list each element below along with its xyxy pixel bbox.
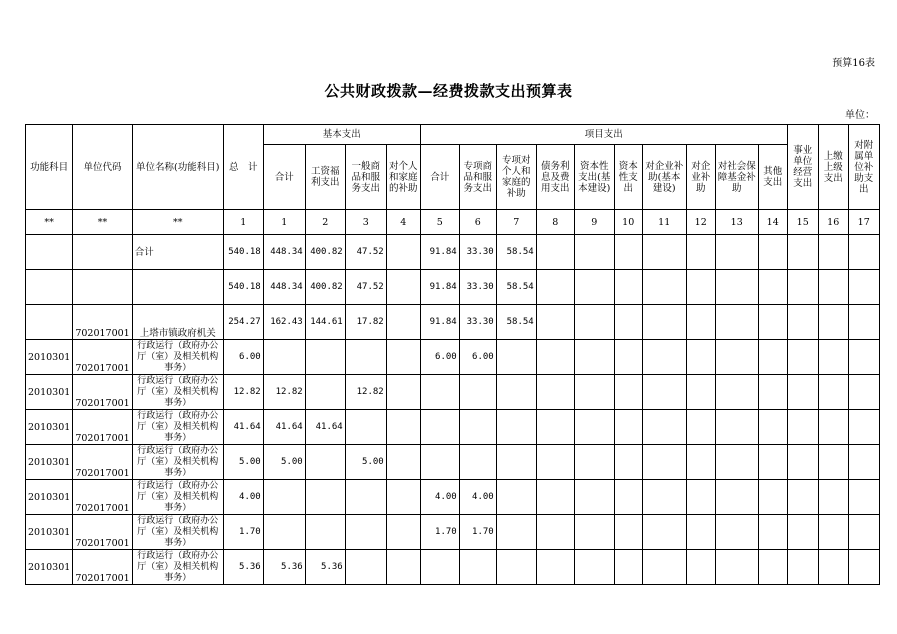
unit-code-cell: 702017001 bbox=[73, 340, 132, 375]
special-personal-cell: 58.54 bbox=[496, 270, 536, 305]
header-wage: 工资福利支出 bbox=[305, 145, 345, 210]
empty-cell bbox=[787, 515, 818, 550]
total-cell: 5.00 bbox=[223, 445, 263, 480]
empty-cell bbox=[715, 550, 758, 585]
goods-cell: 12.82 bbox=[345, 375, 386, 410]
goods-cell bbox=[345, 515, 386, 550]
empty-cell bbox=[642, 305, 686, 340]
index-cell: 15 bbox=[787, 210, 818, 235]
header-proj-sum: 合计 bbox=[420, 145, 459, 210]
unit-code-cell: 702017001 bbox=[73, 480, 132, 515]
func-code-cell: 2010301 bbox=[26, 410, 73, 445]
special-goods-cell bbox=[459, 550, 496, 585]
empty-cell bbox=[642, 340, 686, 375]
empty-cell bbox=[818, 445, 848, 480]
goods-cell: 47.52 bbox=[345, 270, 386, 305]
unit-name-cell: 行政运行（政府办公厅（室）及相关机构事务） bbox=[132, 375, 223, 410]
unit-label: 单位： bbox=[845, 110, 875, 121]
empty-cell bbox=[686, 235, 715, 270]
empty-cell bbox=[574, 445, 614, 480]
table-row bbox=[26, 235, 880, 270]
wage-cell: 41.64 bbox=[305, 410, 345, 445]
personal-cell bbox=[386, 550, 420, 585]
empty-cell bbox=[536, 305, 574, 340]
total-cell: 5.36 bbox=[223, 550, 263, 585]
special-goods-cell bbox=[459, 375, 496, 410]
empty-cell bbox=[715, 270, 758, 305]
empty-cell bbox=[758, 410, 787, 445]
table-row bbox=[26, 305, 880, 340]
empty-cell bbox=[536, 550, 574, 585]
unit-code-cell: 702017001 bbox=[73, 515, 132, 550]
header-enterprise: 对企业补助 bbox=[686, 145, 715, 210]
proj-sum-cell: 91.84 bbox=[420, 235, 459, 270]
table-number: 预算16表 bbox=[832, 58, 875, 69]
func-code-cell bbox=[26, 235, 73, 270]
header-project-group: 项目支出 bbox=[420, 125, 787, 145]
header-capital-basic: 资本性支出(基本建设) bbox=[574, 145, 614, 210]
index-cell: 16 bbox=[818, 210, 848, 235]
basic-sum-cell: 12.82 bbox=[263, 375, 305, 410]
empty-cell bbox=[642, 480, 686, 515]
special-personal-cell bbox=[496, 445, 536, 480]
unit-code-cell: 702017001 bbox=[73, 445, 132, 480]
index-cell: 10 bbox=[614, 210, 642, 235]
empty-cell bbox=[686, 410, 715, 445]
empty-cell bbox=[758, 235, 787, 270]
empty-cell bbox=[642, 235, 686, 270]
func-code-cell: 2010301 bbox=[26, 375, 73, 410]
empty-cell bbox=[758, 375, 787, 410]
empty-cell bbox=[686, 340, 715, 375]
header-enterprise-basic: 对企业补助(基本建设) bbox=[642, 145, 686, 210]
empty-cell bbox=[642, 410, 686, 445]
empty-cell bbox=[818, 270, 848, 305]
header-basic-sum: 合计 bbox=[263, 145, 305, 210]
special-personal-cell bbox=[496, 480, 536, 515]
special-goods-cell: 1.70 bbox=[459, 515, 496, 550]
index-cell: ** bbox=[26, 210, 73, 235]
special-personal-cell bbox=[496, 410, 536, 445]
basic-sum-cell: 5.36 bbox=[263, 550, 305, 585]
personal-cell bbox=[386, 375, 420, 410]
empty-cell bbox=[614, 375, 642, 410]
empty-cell bbox=[848, 270, 879, 305]
total-cell: 540.18 bbox=[223, 270, 263, 305]
empty-cell bbox=[614, 305, 642, 340]
goods-cell: 47.52 bbox=[345, 235, 386, 270]
unit-code-cell: 702017001 bbox=[73, 305, 132, 340]
empty-cell bbox=[848, 550, 879, 585]
empty-cell bbox=[536, 410, 574, 445]
header-personal: 对个人和家庭的补助 bbox=[386, 145, 420, 210]
empty-cell bbox=[818, 375, 848, 410]
table-row bbox=[26, 340, 880, 375]
header-total: 总 计 bbox=[223, 125, 263, 210]
unit-name-cell: 行政运行（政府办公厅（室）及相关机构事务） bbox=[132, 410, 223, 445]
table-row bbox=[26, 515, 880, 550]
empty-cell bbox=[686, 305, 715, 340]
header-func-code: 功能科目 bbox=[26, 125, 73, 210]
total-cell: 12.82 bbox=[223, 375, 263, 410]
header-capital: 资本性支出 bbox=[614, 145, 642, 210]
empty-cell bbox=[787, 445, 818, 480]
index-cell: 3 bbox=[345, 210, 386, 235]
empty-cell bbox=[758, 340, 787, 375]
unit-code-cell bbox=[73, 270, 132, 305]
special-goods-cell: 33.30 bbox=[459, 270, 496, 305]
empty-cell bbox=[686, 270, 715, 305]
unit-name-cell: 行政运行（政府办公厅（室）及相关机构事务） bbox=[132, 480, 223, 515]
table-row bbox=[26, 410, 880, 445]
empty-cell bbox=[787, 480, 818, 515]
func-code-cell: 2010301 bbox=[26, 445, 73, 480]
wage-cell bbox=[305, 445, 345, 480]
wage-cell bbox=[305, 515, 345, 550]
special-personal-cell bbox=[496, 340, 536, 375]
empty-cell bbox=[642, 270, 686, 305]
wage-cell bbox=[305, 375, 345, 410]
empty-cell bbox=[818, 550, 848, 585]
personal-cell bbox=[386, 515, 420, 550]
table-body bbox=[26, 210, 880, 585]
unit-code-cell: 702017001 bbox=[73, 375, 132, 410]
wage-cell: 5.36 bbox=[305, 550, 345, 585]
empty-cell bbox=[574, 375, 614, 410]
special-goods-cell: 6.00 bbox=[459, 340, 496, 375]
header-unit-name: 单位名称(功能科目) bbox=[132, 125, 223, 210]
empty-cell bbox=[758, 305, 787, 340]
header-goods: 一般商品和服务支出 bbox=[345, 145, 386, 210]
wage-cell: 144.61 bbox=[305, 305, 345, 340]
basic-sum-cell: 448.34 bbox=[263, 270, 305, 305]
index-cell: 14 bbox=[758, 210, 787, 235]
special-personal-cell: 58.54 bbox=[496, 235, 536, 270]
goods-cell bbox=[345, 410, 386, 445]
empty-cell bbox=[848, 375, 879, 410]
empty-cell bbox=[642, 445, 686, 480]
empty-cell bbox=[614, 410, 642, 445]
personal-cell bbox=[386, 340, 420, 375]
total-cell: 254.27 bbox=[223, 305, 263, 340]
special-goods-cell: 4.00 bbox=[459, 480, 496, 515]
empty-cell bbox=[715, 480, 758, 515]
personal-cell bbox=[386, 235, 420, 270]
table-row bbox=[26, 270, 880, 305]
func-code-cell bbox=[26, 305, 73, 340]
total-cell: 1.70 bbox=[223, 515, 263, 550]
header-special-personal: 专项对个人和家庭的补助 bbox=[496, 145, 536, 210]
wage-cell: 400.82 bbox=[305, 235, 345, 270]
empty-cell bbox=[686, 445, 715, 480]
goods-cell bbox=[345, 340, 386, 375]
wage-cell bbox=[305, 480, 345, 515]
budget-table bbox=[25, 124, 880, 585]
unit-name-cell: 合计 bbox=[132, 235, 223, 270]
empty-cell bbox=[614, 235, 642, 270]
basic-sum-cell bbox=[263, 515, 305, 550]
unit-name-cell: 行政运行（政府办公厅（室）及相关机构事务） bbox=[132, 340, 223, 375]
index-cell: 8 bbox=[536, 210, 574, 235]
empty-cell bbox=[758, 270, 787, 305]
empty-cell bbox=[536, 340, 574, 375]
empty-cell bbox=[848, 305, 879, 340]
personal-cell bbox=[386, 270, 420, 305]
empty-cell bbox=[614, 480, 642, 515]
goods-cell: 17.82 bbox=[345, 305, 386, 340]
special-goods-cell bbox=[459, 410, 496, 445]
header-social: 对社会保障基金补助 bbox=[715, 145, 758, 210]
total-cell: 4.00 bbox=[223, 480, 263, 515]
wage-cell: 400.82 bbox=[305, 270, 345, 305]
empty-cell bbox=[574, 340, 614, 375]
total-cell: 6.00 bbox=[223, 340, 263, 375]
empty-cell bbox=[686, 375, 715, 410]
empty-cell bbox=[574, 410, 614, 445]
empty-cell bbox=[848, 515, 879, 550]
index-cell: 11 bbox=[642, 210, 686, 235]
empty-cell bbox=[848, 235, 879, 270]
personal-cell bbox=[386, 480, 420, 515]
basic-sum-cell bbox=[263, 340, 305, 375]
proj-sum-cell: 91.84 bbox=[420, 305, 459, 340]
empty-cell bbox=[715, 515, 758, 550]
total-cell: 540.18 bbox=[223, 235, 263, 270]
func-code-cell: 2010301 bbox=[26, 340, 73, 375]
empty-cell bbox=[536, 480, 574, 515]
func-code-cell: 2010301 bbox=[26, 515, 73, 550]
basic-sum-cell bbox=[263, 480, 305, 515]
empty-cell bbox=[715, 305, 758, 340]
unit-name-cell: 上塔市镇政府机关 bbox=[132, 305, 223, 340]
goods-cell bbox=[345, 550, 386, 585]
empty-cell bbox=[787, 235, 818, 270]
index-row bbox=[26, 210, 880, 235]
empty-cell bbox=[642, 375, 686, 410]
special-goods-cell: 33.30 bbox=[459, 305, 496, 340]
proj-sum-cell bbox=[420, 375, 459, 410]
empty-cell bbox=[715, 340, 758, 375]
special-personal-cell bbox=[496, 515, 536, 550]
index-cell: 2 bbox=[305, 210, 345, 235]
empty-cell bbox=[758, 515, 787, 550]
empty-cell bbox=[536, 515, 574, 550]
proj-sum-cell: 6.00 bbox=[420, 340, 459, 375]
header-other: 其他支出 bbox=[758, 145, 787, 210]
empty-cell bbox=[574, 550, 614, 585]
empty-cell bbox=[715, 410, 758, 445]
special-goods-cell bbox=[459, 445, 496, 480]
index-cell: 4 bbox=[386, 210, 420, 235]
personal-cell bbox=[386, 410, 420, 445]
empty-cell bbox=[614, 445, 642, 480]
empty-cell bbox=[787, 410, 818, 445]
unit-name-cell: 行政运行（政府办公厅（室）及相关机构事务） bbox=[132, 515, 223, 550]
empty-cell bbox=[642, 550, 686, 585]
proj-sum-cell bbox=[420, 410, 459, 445]
index-cell: 12 bbox=[686, 210, 715, 235]
index-cell: ** bbox=[132, 210, 223, 235]
proj-sum-cell: 1.70 bbox=[420, 515, 459, 550]
empty-cell bbox=[848, 410, 879, 445]
empty-cell bbox=[818, 235, 848, 270]
empty-cell bbox=[787, 340, 818, 375]
header-unit-code: 单位代码 bbox=[73, 125, 132, 210]
special-goods-cell: 33.30 bbox=[459, 235, 496, 270]
total-cell: 41.64 bbox=[223, 410, 263, 445]
empty-cell bbox=[574, 480, 614, 515]
empty-cell bbox=[818, 480, 848, 515]
basic-sum-cell: 162.43 bbox=[263, 305, 305, 340]
unit-name-cell bbox=[132, 270, 223, 305]
header-business: 事业单位经营支出 bbox=[787, 125, 818, 210]
unit-code-cell bbox=[73, 235, 132, 270]
goods-cell bbox=[345, 480, 386, 515]
func-code-cell: 2010301 bbox=[26, 480, 73, 515]
header-subsidiary: 对附属单位补助支出 bbox=[848, 125, 879, 210]
empty-cell bbox=[787, 305, 818, 340]
proj-sum-cell: 91.84 bbox=[420, 270, 459, 305]
page-title: 公共财政拨款—经费拨款支出预算表 bbox=[324, 82, 573, 100]
basic-sum-cell: 5.00 bbox=[263, 445, 305, 480]
index-cell: 1 bbox=[263, 210, 305, 235]
special-personal-cell bbox=[496, 550, 536, 585]
table-row bbox=[26, 480, 880, 515]
header-upper: 上缴上级支出 bbox=[818, 125, 848, 210]
goods-cell: 5.00 bbox=[345, 445, 386, 480]
empty-cell bbox=[614, 550, 642, 585]
index-cell: 17 bbox=[848, 210, 879, 235]
header-debt: 债务利息及费用支出 bbox=[536, 145, 574, 210]
empty-cell bbox=[818, 340, 848, 375]
empty-cell bbox=[818, 410, 848, 445]
basic-sum-cell: 448.34 bbox=[263, 235, 305, 270]
empty-cell bbox=[536, 375, 574, 410]
empty-cell bbox=[536, 235, 574, 270]
personal-cell bbox=[386, 445, 420, 480]
table-row bbox=[26, 445, 880, 480]
index-cell: 6 bbox=[459, 210, 496, 235]
proj-sum-cell bbox=[420, 445, 459, 480]
proj-sum-cell bbox=[420, 550, 459, 585]
empty-cell bbox=[715, 375, 758, 410]
empty-cell bbox=[758, 445, 787, 480]
empty-cell bbox=[574, 305, 614, 340]
empty-cell bbox=[787, 375, 818, 410]
empty-cell bbox=[614, 270, 642, 305]
index-cell: 7 bbox=[496, 210, 536, 235]
empty-cell bbox=[536, 270, 574, 305]
unit-name-cell: 行政运行（政府办公厅（室）及相关机构事务） bbox=[132, 445, 223, 480]
empty-cell bbox=[574, 270, 614, 305]
empty-cell bbox=[848, 340, 879, 375]
index-cell: 1 bbox=[223, 210, 263, 235]
basic-sum-cell: 41.64 bbox=[263, 410, 305, 445]
func-code-cell: 2010301 bbox=[26, 550, 73, 585]
unit-code-cell: 702017001 bbox=[73, 410, 132, 445]
empty-cell bbox=[715, 235, 758, 270]
empty-cell bbox=[715, 445, 758, 480]
personal-cell bbox=[386, 305, 420, 340]
empty-cell bbox=[848, 445, 879, 480]
index-cell: 13 bbox=[715, 210, 758, 235]
index-cell: 5 bbox=[420, 210, 459, 235]
empty-cell bbox=[574, 235, 614, 270]
func-code-cell bbox=[26, 270, 73, 305]
table-row bbox=[26, 550, 880, 585]
unit-name-cell: 行政运行（政府办公厅（室）及相关机构事务） bbox=[132, 550, 223, 585]
empty-cell bbox=[536, 445, 574, 480]
empty-cell bbox=[642, 515, 686, 550]
empty-cell bbox=[818, 515, 848, 550]
empty-cell bbox=[848, 480, 879, 515]
empty-cell bbox=[818, 305, 848, 340]
empty-cell bbox=[574, 515, 614, 550]
empty-cell bbox=[614, 340, 642, 375]
empty-cell bbox=[787, 550, 818, 585]
empty-cell bbox=[686, 515, 715, 550]
header-basic-group: 基本支出 bbox=[263, 125, 420, 145]
special-personal-cell: 58.54 bbox=[496, 305, 536, 340]
empty-cell bbox=[686, 480, 715, 515]
empty-cell bbox=[758, 480, 787, 515]
table-row bbox=[26, 375, 880, 410]
unit-code-cell: 702017001 bbox=[73, 550, 132, 585]
empty-cell bbox=[758, 550, 787, 585]
special-personal-cell bbox=[496, 375, 536, 410]
empty-cell bbox=[614, 515, 642, 550]
header-special-goods: 专项商品和服务支出 bbox=[459, 145, 496, 210]
proj-sum-cell: 4.00 bbox=[420, 480, 459, 515]
index-cell: 9 bbox=[574, 210, 614, 235]
wage-cell bbox=[305, 340, 345, 375]
empty-cell bbox=[787, 270, 818, 305]
empty-cell bbox=[686, 550, 715, 585]
index-cell: ** bbox=[73, 210, 132, 235]
